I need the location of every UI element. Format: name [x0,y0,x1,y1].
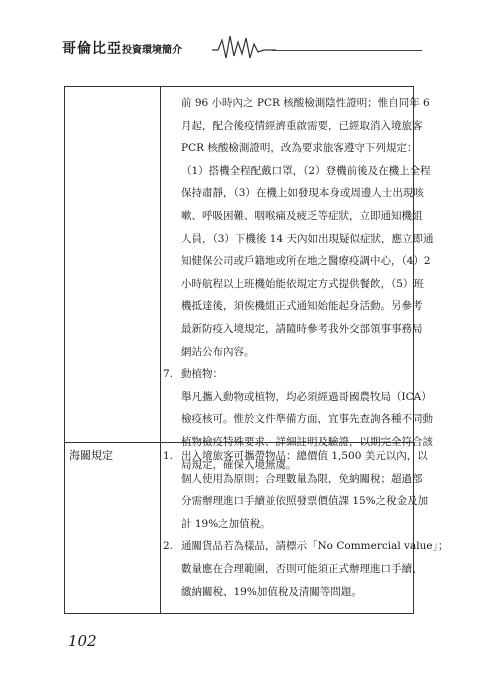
text-line: 檢疫核可。惟於文件準備方面，宜事先查詢各種不同動 [181,413,433,426]
text-line: PCR 核酸檢測證明，改為要求旅客遵守下列規定： [181,142,418,155]
row2-content [163,445,449,603]
list-item-1 [163,445,428,468]
header-brand [62,38,182,58]
item-number: 1. [163,450,174,462]
header-subtitle: 投資環境簡介 [122,45,182,56]
page-header [62,28,422,68]
text-line: 局規定，確保入境無虞。 [181,458,297,471]
text-line: 個人使用為原則；合理數量為限，免納關稅；超過部 [181,472,423,485]
regulations-table [64,86,449,614]
text-line: 知健保公司或戶籍地或所在地之醫療疫調中心，（4）2 [181,255,431,268]
text-line: 出入境旅客可攜帶物品：總價值 1,500 美元以內，以 [181,450,428,462]
list-item-7 [163,363,413,386]
text-line: 小時航程以上班機始能依規定方式提供餐飲，（5）班 [181,277,424,290]
text-line: 網站公布內容。 [181,345,255,358]
text-line: 月起，配合後疫情經濟重啟需要，已經取消入境旅客 [181,119,423,132]
header-title: 哥倫比亞 [62,41,122,57]
text-line: 數量應在合理範圍，否則可能須正式辦理進口手續、 [181,562,423,575]
item-number: 7. [163,368,174,381]
text-line: 保持肅靜，（3）在機上如發現本身或周邊人士出現咳 [181,187,424,200]
page-number: 102 [68,632,97,650]
text-line: 分需辦理進口手續並依照發票價值課 15%之稅金及加 [181,495,429,508]
text-line: 計 19%之加值稅。 [181,517,271,530]
header-rule [272,50,422,51]
row2-label: 海關規定 [69,449,113,462]
item-number: 2. [163,540,174,553]
text-line: 植物檢疫特殊要求、詳細註明及驗證，以期完全符合該 [181,435,433,448]
row1-content [163,92,434,476]
text-line: 人員，（3）下機後 14 天內如出現疑似症狀，應立即通 [181,232,434,245]
table-column-divider [160,87,161,613]
text-line: 繳納關稅、19%加值稅及清關等問題。 [181,585,362,598]
text-line: 通關貨品若為樣品，請標示「No Commercial value」； [181,540,449,553]
text-line: 機抵達後，須俟機組正式通知始能起身活動。另參考 [181,300,423,313]
text-line: （1）搭機全程配戴口罩，（2）登機前後及在機上全程 [181,164,431,177]
heartbeat-wave-icon [212,32,276,62]
text-line: 舉凡攜入動物或植物，均必須經過哥國農牧局（ICA） [181,390,432,403]
item-title: 動植物： [181,368,223,381]
list-item-2 [163,535,449,558]
text-line: 最新防疫入境規定，請隨時參考我外交部領事事務局 [181,322,423,335]
text-line: 前 96 小時內之 PCR 核酸檢測陰性證明；惟自同年 6 [181,97,430,109]
text-line: 嗽、呼吸困難、咽喉痛及疲乏等症狀，立即通知機組 [181,209,423,222]
